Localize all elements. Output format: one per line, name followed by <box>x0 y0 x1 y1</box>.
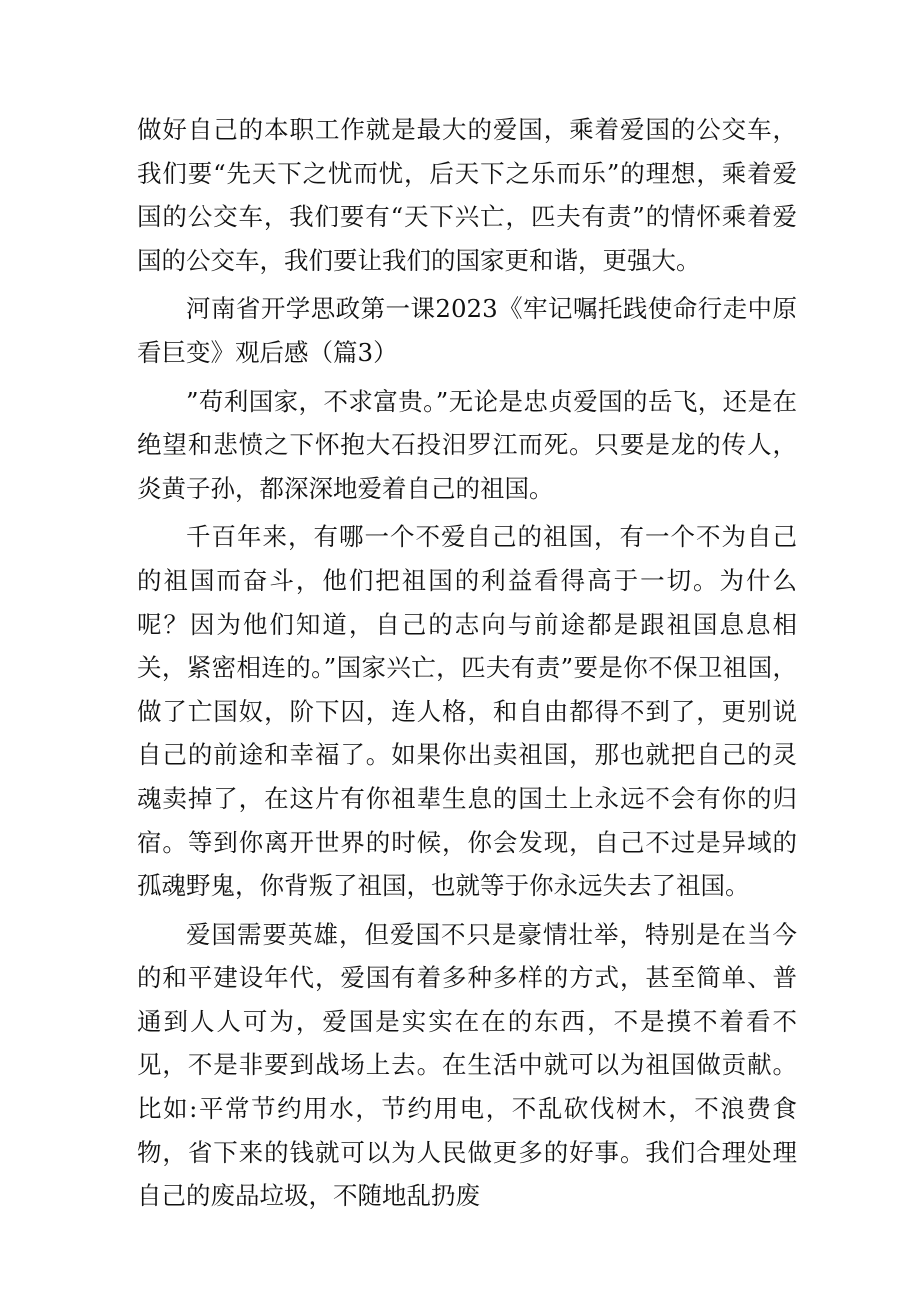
section-heading: 河南省开学思政第一课2023《牢记嘱托践使命行走中原看巨变》观后感（篇3） <box>137 294 797 367</box>
paragraph-continuation: 做好自己的本职工作就是最大的爱国，乘着爱国的公交车，我们要“先天下之忧而忧，后天下之乐而乐”的理想，乘着爱国的公交车，我们要有“天下兴亡，匹夫有责”的情怀乘着爱国的公交车，我们要让我们的国家更和谐，更强大。 <box>137 115 797 275</box>
paragraph: 千百年来，有哪一个不爱自己的祖国，有一个不为自己的祖国而奋斗，他们把祖国的利益看得高于一切。为什么呢？因为他们知道，自己的志向与前途都是跟祖国息息相关，紧密相连的。”国家兴亡，匹夫有责”要是你不保卫祖国，做了亡国奴，阶下囚，连人格，和自由都得不到了，更别说自己的前途和幸福了。如果你出卖祖国，那也就把自己的灵魂卖掉了，在这片有你祖辈生息的国土上永远不会有你的归宿。等到你离开世界的时候，你会发现，自己不过是异域的孤魂野鬼，你背叛了祖国，也就等于你永远失去了祖国。 <box>137 522 797 901</box>
paragraph: ”苟利国家，不求富贵。”无论是忠贞爱国的岳飞，还是在绝望和悲愤之下怀抱大石投汨罗江而死。只要是龙的传人，炎黄子孙，都深深地爱着自己的祖国。 <box>137 386 797 503</box>
document-body <box>137 108 797 1218</box>
paragraph: 爱国需要英雄，但爱国不只是豪情壮举，特别是在当今的和平建设年代，爱国有着多种多样的方式，甚至简单、普通到人人可为，爱国是实实在在的东西，不是摸不着看不见，不是非要到战场上去。在生活中就可以为祖国做贡献。比如:平常节约用水，节约用电，不乱砍伐树木，不浪费食物，省下来的钱就可以为人民做更多的好事。我们合理处理自己的废品垃圾，不随地乱扔废 <box>137 919 797 1211</box>
